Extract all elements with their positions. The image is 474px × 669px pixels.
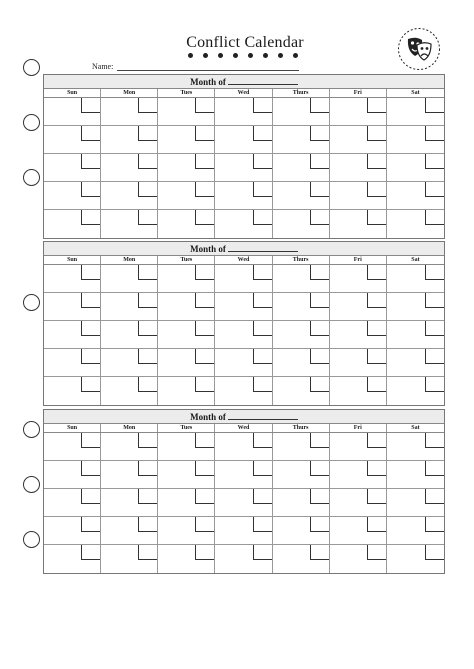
- date-number-box[interactable]: [310, 293, 329, 308]
- day-cell[interactable]: [158, 293, 215, 321]
- day-cell[interactable]: [330, 433, 387, 461]
- name-input-line[interactable]: [117, 62, 299, 71]
- day-cell[interactable]: [44, 182, 101, 210]
- binder-hole: [23, 531, 40, 548]
- binder-hole: [23, 59, 40, 76]
- date-number-box[interactable]: [195, 461, 214, 476]
- day-cell[interactable]: [44, 98, 101, 126]
- day-cell[interactable]: [101, 210, 158, 238]
- day-cell[interactable]: [387, 182, 444, 210]
- date-number-box[interactable]: [425, 210, 444, 225]
- day-cell[interactable]: [273, 321, 330, 349]
- day-cell[interactable]: [330, 517, 387, 545]
- day-cell[interactable]: [44, 126, 101, 154]
- day-cell[interactable]: [273, 545, 330, 573]
- day-cell[interactable]: [273, 433, 330, 461]
- day-cell[interactable]: [158, 126, 215, 154]
- day-name-header: Fri: [330, 89, 387, 97]
- date-number-box[interactable]: [310, 545, 329, 560]
- name-label: Name:: [92, 62, 114, 71]
- day-cell[interactable]: [215, 98, 272, 126]
- day-cell[interactable]: [101, 433, 158, 461]
- date-number-box[interactable]: [425, 126, 444, 141]
- day-cell[interactable]: [273, 210, 330, 238]
- date-number-box[interactable]: [425, 545, 444, 560]
- date-number-box[interactable]: [367, 182, 386, 197]
- day-cell[interactable]: [44, 461, 101, 489]
- day-cell[interactable]: [273, 377, 330, 405]
- day-name-header: Tues: [158, 89, 215, 97]
- date-number-box[interactable]: [425, 182, 444, 197]
- month-name-blank[interactable]: [228, 410, 298, 420]
- day-cell[interactable]: [101, 98, 158, 126]
- date-number-box[interactable]: [81, 265, 100, 280]
- day-cell[interactable]: [273, 517, 330, 545]
- date-number-box[interactable]: [195, 182, 214, 197]
- day-name-header: Wed: [215, 256, 272, 264]
- date-number-box[interactable]: [195, 433, 214, 448]
- date-number-box[interactable]: [253, 210, 272, 225]
- day-cell[interactable]: [158, 545, 215, 573]
- date-number-box[interactable]: [81, 98, 100, 113]
- month-name-blank[interactable]: [228, 75, 298, 85]
- day-cell[interactable]: [101, 321, 158, 349]
- day-name-header: Mon: [101, 424, 158, 432]
- day-cell[interactable]: [330, 545, 387, 573]
- day-name-header: Fri: [330, 424, 387, 432]
- date-number-box[interactable]: [253, 154, 272, 169]
- day-name-header: Thurs: [273, 256, 330, 264]
- day-cell[interactable]: [273, 126, 330, 154]
- day-name-header: Sat: [411, 90, 420, 96]
- day-cell[interactable]: [101, 126, 158, 154]
- date-number-box[interactable]: [195, 210, 214, 225]
- day-name-header: Thurs: [273, 89, 330, 97]
- date-number-box[interactable]: [367, 377, 386, 392]
- day-cell[interactable]: [330, 182, 387, 210]
- day-cell[interactable]: [273, 349, 330, 377]
- day-cell[interactable]: [215, 321, 272, 349]
- date-number-box[interactable]: [138, 126, 157, 141]
- date-number-box[interactable]: [81, 126, 100, 141]
- day-name-row: [44, 89, 444, 98]
- day-cell[interactable]: [387, 126, 444, 154]
- month-calendar: [43, 74, 445, 239]
- date-number-box[interactable]: [367, 349, 386, 364]
- day-cell[interactable]: [215, 433, 272, 461]
- date-number-box[interactable]: [253, 182, 272, 197]
- date-number-box[interactable]: [253, 489, 272, 504]
- date-number-box[interactable]: [253, 321, 272, 336]
- day-cell[interactable]: [215, 182, 272, 210]
- day-cell[interactable]: [387, 349, 444, 377]
- date-number-box[interactable]: [310, 461, 329, 476]
- date-number-box[interactable]: [310, 489, 329, 504]
- date-number-box[interactable]: [138, 321, 157, 336]
- date-number-box[interactable]: [81, 321, 100, 336]
- day-cell[interactable]: [101, 489, 158, 517]
- binder-hole: [23, 114, 40, 131]
- day-cell[interactable]: [387, 517, 444, 545]
- day-cell[interactable]: [44, 489, 101, 517]
- day-cell[interactable]: [330, 265, 387, 293]
- date-number-box[interactable]: [253, 517, 272, 532]
- date-number-box[interactable]: [195, 545, 214, 560]
- day-cell[interactable]: [215, 126, 272, 154]
- date-number-box[interactable]: [195, 293, 214, 308]
- day-cell[interactable]: [44, 321, 101, 349]
- date-number-box[interactable]: [81, 489, 100, 504]
- date-number-box[interactable]: [81, 545, 100, 560]
- day-cell[interactable]: [387, 210, 444, 238]
- date-number-box[interactable]: [367, 517, 386, 532]
- date-number-box[interactable]: [81, 210, 100, 225]
- binder-hole: [23, 476, 40, 493]
- date-number-box[interactable]: [195, 517, 214, 532]
- day-cell[interactable]: [273, 182, 330, 210]
- week-grid: [44, 265, 444, 405]
- date-number-box[interactable]: [81, 517, 100, 532]
- date-number-box[interactable]: [367, 154, 386, 169]
- date-number-box[interactable]: [253, 377, 272, 392]
- day-name-row: [44, 256, 444, 265]
- date-number-box[interactable]: [253, 349, 272, 364]
- date-number-box[interactable]: [310, 265, 329, 280]
- day-cell[interactable]: [101, 182, 158, 210]
- day-cell[interactable]: [158, 265, 215, 293]
- date-number-box[interactable]: [367, 433, 386, 448]
- date-number-box[interactable]: [253, 461, 272, 476]
- day-cell[interactable]: [101, 154, 158, 182]
- day-cell[interactable]: [387, 433, 444, 461]
- day-cell[interactable]: [273, 489, 330, 517]
- date-number-box[interactable]: [138, 489, 157, 504]
- date-number-box[interactable]: [425, 265, 444, 280]
- day-cell[interactable]: [101, 461, 158, 489]
- date-number-box[interactable]: [425, 154, 444, 169]
- date-number-box[interactable]: [138, 545, 157, 560]
- day-cell[interactable]: [215, 377, 272, 405]
- date-number-box[interactable]: [310, 210, 329, 225]
- day-cell[interactable]: [330, 489, 387, 517]
- day-cell[interactable]: [330, 461, 387, 489]
- date-number-box[interactable]: [81, 182, 100, 197]
- day-cell[interactable]: [158, 461, 215, 489]
- date-number-box[interactable]: [138, 517, 157, 532]
- month-label: Month of: [190, 244, 226, 254]
- day-name-header: Sun: [44, 256, 101, 264]
- date-number-box[interactable]: [310, 377, 329, 392]
- page-title: Conflict Calendar: [186, 34, 304, 51]
- day-cell[interactable]: [387, 377, 444, 405]
- date-number-box[interactable]: [367, 545, 386, 560]
- date-number-box[interactable]: [195, 265, 214, 280]
- date-number-box[interactable]: [138, 265, 157, 280]
- day-cell[interactable]: [215, 349, 272, 377]
- date-number-box[interactable]: [425, 293, 444, 308]
- day-cell[interactable]: [273, 265, 330, 293]
- day-cell[interactable]: [387, 545, 444, 573]
- day-cell[interactable]: [387, 265, 444, 293]
- date-number-box[interactable]: [310, 517, 329, 532]
- day-cell[interactable]: [387, 489, 444, 517]
- day-name-header: Mon: [101, 89, 158, 97]
- day-cell[interactable]: [387, 98, 444, 126]
- day-name-header: Wed: [215, 424, 272, 432]
- month-label: Month of: [190, 77, 226, 87]
- day-cell[interactable]: [101, 265, 158, 293]
- day-name-header: Sat: [411, 257, 420, 263]
- day-name-header: Fri: [330, 256, 387, 264]
- day-cell[interactable]: [330, 349, 387, 377]
- date-number-box[interactable]: [310, 349, 329, 364]
- day-name-header: Sat: [411, 425, 420, 431]
- day-name-row: [44, 424, 444, 433]
- day-cell[interactable]: [158, 210, 215, 238]
- date-number-box[interactable]: [195, 377, 214, 392]
- day-cell[interactable]: [330, 293, 387, 321]
- date-number-box[interactable]: [81, 293, 100, 308]
- binder-hole: [23, 421, 40, 438]
- date-number-box[interactable]: [310, 98, 329, 113]
- date-number-box[interactable]: [195, 126, 214, 141]
- date-number-box[interactable]: [425, 349, 444, 364]
- date-number-box[interactable]: [310, 182, 329, 197]
- day-cell[interactable]: [158, 349, 215, 377]
- day-name-header: Tues: [158, 424, 215, 432]
- date-number-box[interactable]: [138, 461, 157, 476]
- date-number-box[interactable]: [138, 349, 157, 364]
- day-name-header: Mon: [101, 256, 158, 264]
- day-cell[interactable]: [273, 461, 330, 489]
- day-cell[interactable]: [215, 517, 272, 545]
- day-cell[interactable]: [215, 461, 272, 489]
- date-number-box[interactable]: [253, 293, 272, 308]
- day-cell[interactable]: [330, 210, 387, 238]
- theater-masks-icon: [397, 27, 441, 71]
- day-name-header: Tues: [158, 256, 215, 264]
- date-number-box[interactable]: [310, 126, 329, 141]
- date-number-box[interactable]: [425, 98, 444, 113]
- day-cell[interactable]: [101, 545, 158, 573]
- date-number-box[interactable]: [425, 489, 444, 504]
- day-cell[interactable]: [44, 265, 101, 293]
- day-cell[interactable]: [330, 154, 387, 182]
- day-cell[interactable]: [273, 154, 330, 182]
- date-number-box[interactable]: [367, 126, 386, 141]
- date-number-box[interactable]: [367, 210, 386, 225]
- date-number-box[interactable]: [195, 349, 214, 364]
- day-cell[interactable]: [44, 210, 101, 238]
- date-number-box[interactable]: [367, 293, 386, 308]
- month-label: Month of: [190, 412, 226, 422]
- day-cell[interactable]: [158, 517, 215, 545]
- date-number-box[interactable]: [138, 377, 157, 392]
- binder-hole: [23, 294, 40, 311]
- binder-hole: [23, 169, 40, 186]
- day-cell[interactable]: [215, 154, 272, 182]
- month-header: [44, 242, 444, 256]
- date-number-box[interactable]: [81, 461, 100, 476]
- day-cell[interactable]: [158, 98, 215, 126]
- date-number-box[interactable]: [367, 461, 386, 476]
- day-cell[interactable]: [101, 517, 158, 545]
- date-number-box[interactable]: [367, 98, 386, 113]
- month-header: [44, 75, 444, 89]
- date-number-box[interactable]: [425, 461, 444, 476]
- date-number-box[interactable]: [310, 433, 329, 448]
- date-number-box[interactable]: [138, 154, 157, 169]
- day-cell[interactable]: [158, 489, 215, 517]
- day-cell[interactable]: [44, 433, 101, 461]
- date-number-box[interactable]: [310, 154, 329, 169]
- day-name-header: Sun: [44, 89, 101, 97]
- date-number-box[interactable]: [425, 517, 444, 532]
- month-name-blank[interactable]: [228, 242, 298, 252]
- week-grid: [44, 433, 444, 573]
- date-number-box[interactable]: [253, 433, 272, 448]
- date-number-box[interactable]: [195, 154, 214, 169]
- date-number-box[interactable]: [81, 377, 100, 392]
- day-cell[interactable]: [330, 377, 387, 405]
- date-number-box[interactable]: [425, 321, 444, 336]
- day-cell[interactable]: [387, 321, 444, 349]
- date-number-box[interactable]: [138, 182, 157, 197]
- day-cell[interactable]: [387, 461, 444, 489]
- day-name-header: Sun: [44, 424, 101, 432]
- day-cell[interactable]: [44, 293, 101, 321]
- date-number-box[interactable]: [253, 265, 272, 280]
- day-cell[interactable]: [215, 293, 272, 321]
- date-number-box[interactable]: [253, 126, 272, 141]
- date-number-box[interactable]: [81, 349, 100, 364]
- day-name-header: Thurs: [273, 424, 330, 432]
- date-number-box[interactable]: [138, 433, 157, 448]
- date-number-box[interactable]: [195, 321, 214, 336]
- day-cell[interactable]: [44, 154, 101, 182]
- date-number-box[interactable]: [81, 433, 100, 448]
- day-cell[interactable]: [101, 349, 158, 377]
- day-cell[interactable]: [158, 433, 215, 461]
- day-cell[interactable]: [101, 293, 158, 321]
- date-number-box[interactable]: [425, 377, 444, 392]
- day-cell[interactable]: [158, 182, 215, 210]
- day-cell[interactable]: [44, 349, 101, 377]
- week-grid: [44, 98, 444, 238]
- day-cell[interactable]: [273, 98, 330, 126]
- month-header: [44, 410, 444, 424]
- day-cell[interactable]: [387, 154, 444, 182]
- day-cell[interactable]: [215, 210, 272, 238]
- day-cell[interactable]: [44, 545, 101, 573]
- day-cell[interactable]: [215, 545, 272, 573]
- date-number-box[interactable]: [367, 489, 386, 504]
- day-cell[interactable]: [101, 377, 158, 405]
- title-dots-decoration: [188, 53, 298, 58]
- date-number-box[interactable]: [138, 98, 157, 113]
- day-name-header: Wed: [215, 89, 272, 97]
- name-field[interactable]: [92, 62, 299, 71]
- date-number-box[interactable]: [138, 293, 157, 308]
- date-number-box[interactable]: [367, 321, 386, 336]
- month-calendar: [43, 409, 445, 574]
- day-cell[interactable]: [273, 293, 330, 321]
- day-cell[interactable]: [330, 98, 387, 126]
- day-cell[interactable]: [158, 321, 215, 349]
- date-number-box[interactable]: [138, 210, 157, 225]
- day-cell[interactable]: [330, 321, 387, 349]
- day-cell[interactable]: [330, 126, 387, 154]
- date-number-box[interactable]: [310, 321, 329, 336]
- day-cell[interactable]: [158, 377, 215, 405]
- date-number-box[interactable]: [367, 265, 386, 280]
- date-number-box[interactable]: [81, 154, 100, 169]
- day-cell[interactable]: [215, 265, 272, 293]
- date-number-box[interactable]: [253, 98, 272, 113]
- month-calendar: [43, 241, 445, 406]
- date-number-box[interactable]: [195, 489, 214, 504]
- day-cell[interactable]: [158, 154, 215, 182]
- date-number-box[interactable]: [425, 433, 444, 448]
- date-number-box[interactable]: [195, 98, 214, 113]
- day-cell[interactable]: [44, 517, 101, 545]
- day-cell[interactable]: [215, 489, 272, 517]
- day-cell[interactable]: [387, 293, 444, 321]
- day-cell[interactable]: [44, 377, 101, 405]
- date-number-box[interactable]: [253, 545, 272, 560]
